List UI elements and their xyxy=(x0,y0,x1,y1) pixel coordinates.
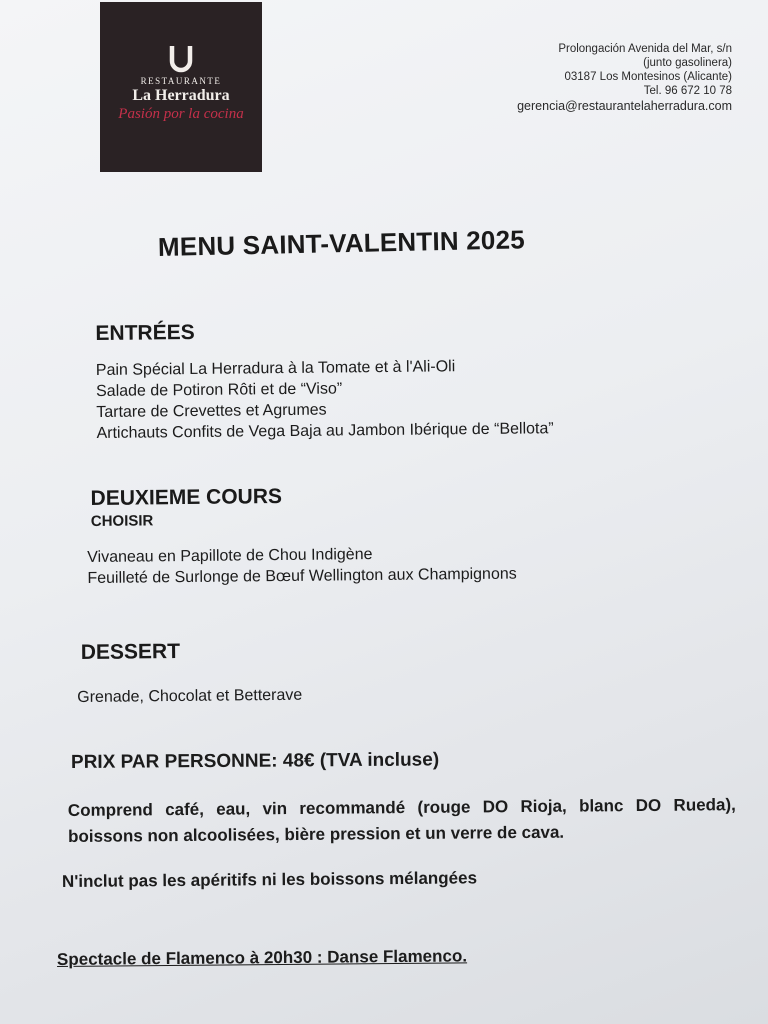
entrees-heading: ENTRÉES xyxy=(95,320,195,346)
logo-name: La Herradura xyxy=(132,87,230,104)
price-line: PRIX PAR PERSONNE: 48€ (TVA incluse) xyxy=(70,749,440,773)
deuxieme-list xyxy=(87,543,517,589)
address-line: Prolongación Avenida del Mar, s/n xyxy=(558,43,732,55)
logo-tagline: Pasión por la cocina xyxy=(118,106,244,122)
list-item: Grenade, Chocolat et Betterave xyxy=(77,686,303,707)
logo-label: RESTAURANTE xyxy=(140,76,222,86)
excludes-note: N'inclut pas les apéritifs ni les boissons mélangées xyxy=(61,868,478,891)
includes-note: Comprend café, eau, vin recommandé (rouge DO Rioja, blanc DO Rueda), boissons non alcoolisées, bière pression et un verre de cava. xyxy=(67,795,736,846)
list-item: Vivaneau en Papillote de Chou Indigène xyxy=(87,546,373,567)
dessert-list xyxy=(77,685,302,708)
deuxieme-cours-section xyxy=(87,483,517,589)
dessert-heading: DESSERT xyxy=(80,639,181,665)
list-item: Pain Spécial La Herradura à la Tomate et à l'Ali-Oli xyxy=(95,358,456,380)
horseshoe-icon xyxy=(168,44,194,74)
address-line: (junto gasolinera) xyxy=(643,57,732,69)
dessert-section xyxy=(77,639,303,708)
deuxieme-heading: DEUXIEME COURS xyxy=(90,484,283,511)
phone-number: Tel. 96 672 10 78 xyxy=(643,85,732,97)
entrees-list xyxy=(96,355,554,444)
list-item: Artichauts Confits de Vega Baja au Jambon Ibérique de “Bellota” xyxy=(96,420,554,442)
address-block xyxy=(517,42,732,113)
flamenco-show-note: Spectacle de Flamenco à 20h30 : Danse Flamenco. xyxy=(56,946,468,969)
list-item: Salade de Potiron Rôti et de “Viso” xyxy=(96,380,343,400)
entrees-section xyxy=(95,317,553,444)
page-title: MENU SAINT-VALENTIN 2025 xyxy=(157,224,526,262)
email-address: gerencia@restaurantelaherradura.com xyxy=(517,99,732,113)
restaurant-logo xyxy=(100,2,262,172)
address-line: 03187 Los Montesinos (Alicante) xyxy=(564,71,732,83)
deuxieme-subheading: CHOISIR xyxy=(90,512,154,531)
list-item: Feuilleté de Surlonge de Bœuf Wellington aux Champignons xyxy=(87,565,517,588)
list-item: Tartare de Crevettes et Agrumes xyxy=(96,401,327,421)
